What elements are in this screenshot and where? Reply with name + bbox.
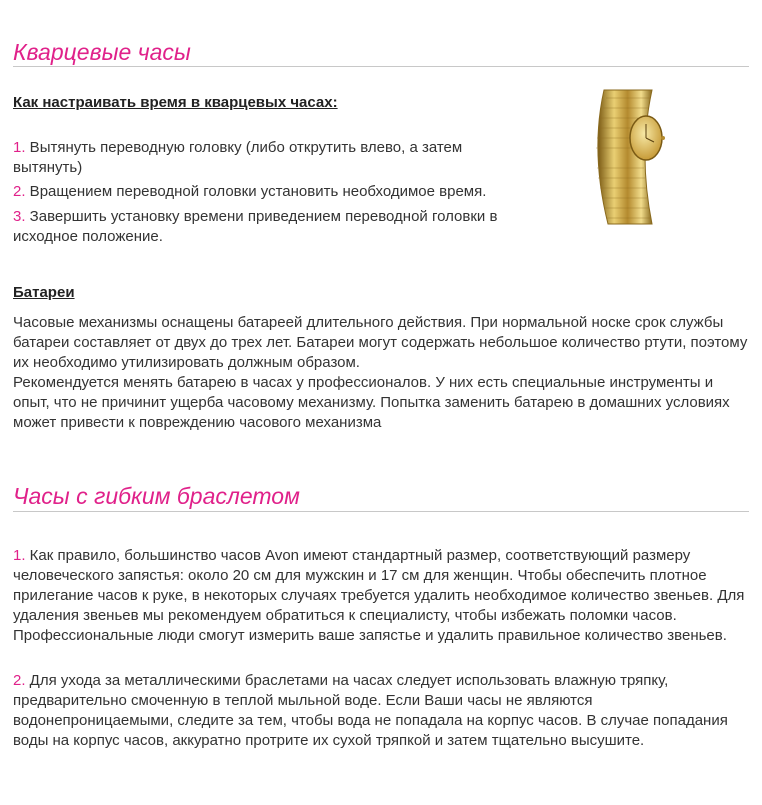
item-number: 2. bbox=[13, 672, 26, 689]
subheading-set-time: Как настраивать время в кварцевых часах: bbox=[13, 94, 338, 111]
step-text: Вращением переводной головки установить необходимое время. bbox=[25, 183, 487, 200]
item-text: Как правило, большинство часов Avon имеют стандартный размер, соответствующий размеру человеческого запястья: около 20 см для мужскин и 17 см для женщин. Чтобы обеспечить плотное прилегание часов к руке, в некоторых случаях требуется удалить необходимое количество звеньев. Для удаления звеньев мы рекомендуем обратиться к специалисту, чтобы избежать поломки часов. Профессиональные люди смогут измерить ваше запястье и удалить правильное количество звеньев. bbox=[13, 547, 745, 644]
item-number: 1. bbox=[13, 547, 26, 564]
step-number: 1. bbox=[13, 139, 26, 156]
batteries-paragraph-2: Рекомендуется менять батарею в часах у профессионалов. У них есть специальные инструменты и опыт, что не причинит ущерба часовому механизму. Попытка заменить батарею в домашних условиях может привести к повреждению часового механизма bbox=[13, 374, 730, 431]
step-text: Вытянуть переводную головку (либо открутить влево, а затем вытянуть) bbox=[13, 139, 463, 176]
list-item bbox=[13, 182, 553, 202]
list-item bbox=[13, 138, 533, 178]
section-title-flexible-bracelet: Часы с гибким браслетом bbox=[13, 483, 300, 509]
section-divider bbox=[13, 511, 749, 512]
step-number: 3. bbox=[13, 208, 26, 225]
section-divider bbox=[13, 66, 749, 67]
gold-bangle-watch-icon bbox=[586, 82, 676, 232]
item-text: Для ухода за металлическими браслетами на часах следует использовать влажную тряпку, предварительно смоченную в теплой мыльной воде. Если Ваши часы не являются водонепроницаемыми, следите за тем, чтобы вода не попадала на корпус часов. В случае попадания воды на корпус часов, аккуратно протрите их сухой тряпкой и затем тщательно высушите. bbox=[13, 672, 728, 749]
subheading-batteries: Батареи bbox=[13, 284, 75, 301]
step-text: Завершить установку времени приведением переводной головки в исходное положение. bbox=[13, 208, 498, 245]
step-number: 2. bbox=[13, 183, 26, 200]
section-title-quartz: Кварцевые часы bbox=[13, 39, 191, 65]
list-item bbox=[13, 207, 533, 247]
list-item bbox=[13, 546, 749, 646]
batteries-paragraph-1: Часовые механизмы оснащены батареей длительного действия. При нормальной носке срок службы батареи составляет от двух до трех лет. Батареи могут содержать небольшое количество ртути, поэтому их необходимо утилизировать должным образом. bbox=[13, 314, 748, 371]
list-item bbox=[13, 671, 753, 751]
